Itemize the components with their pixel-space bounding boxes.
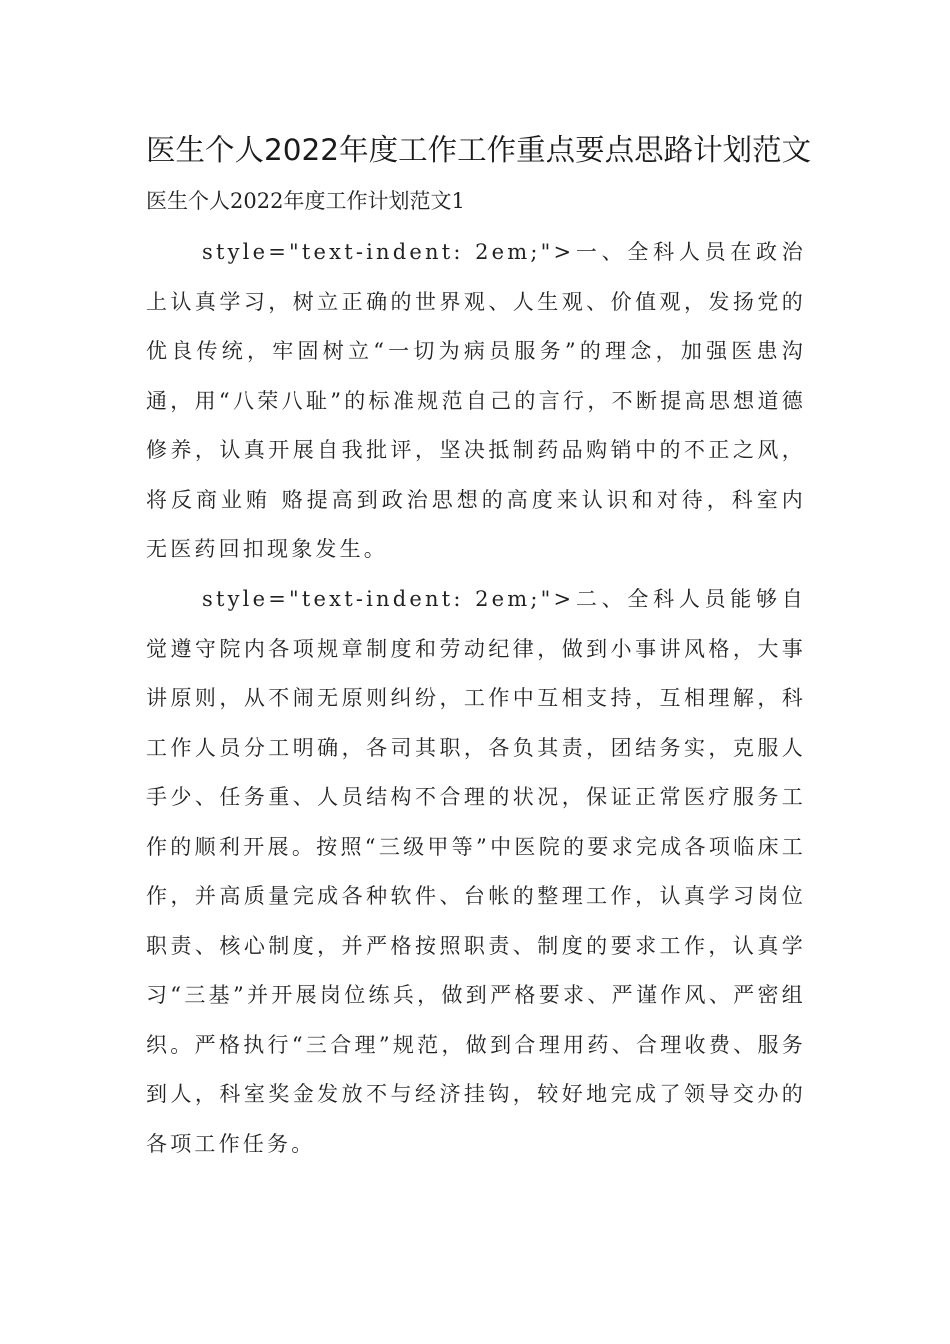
paragraph-2-text: style="text-indent: 2em;">二、全科人员能够自觉遵守院内各项规章制度和劳动纪律，做到小事讲风格，大事讲原则，从不闹无原则纠纷，工作中互相支持，互相理解，科工作人员分工明确，各司其职，各负其责，团结务实，克服人手少、任务重、人员结构不合理的状况，保证正常医疗服务工作的顺利开展。按照“三级甲等”中医院的要求完成各项临床工作，并高质量完成各种软件、台帐的整理工作，认真学习岗位职责、核心制度，并严格按照职责、制度的要求工作，认真学习“三基”并开展岗位练兵，做到严格要求、严谨作风、严密组织。严格执行“三合理”规范，做到合理用药、合理收费、服务到人，科室奖金发放不与经济挂钩，较好地完成了领导交办的各项工作任务。 bbox=[146, 587, 806, 1156]
paragraph-2 bbox=[146, 575, 806, 1169]
document-subtitle: 医生个人2022年度工作计划范文1 bbox=[146, 189, 465, 213]
paragraph-1-text: style="text-indent: 2em;">一、全科人员在政治上认真学习，树立正确的世界观、人生观、价值观，发扬党的优良传统，牢固树立“一切为病员服务”的理念，加强医患沟通，用“八荣八耻”的标准规范自己的言行，不断提高思想道德修养，认真开展自我批评，坚决抵制药品购销中的不正之风，将反商业贿 赂提高到政治思想的高度来认识和对待，科室内无医药回扣现象发生。 bbox=[146, 240, 806, 561]
document-title: 医生个人2022年度工作工作重点要点思路计划范文 bbox=[146, 133, 812, 167]
paragraph-1 bbox=[146, 228, 806, 575]
